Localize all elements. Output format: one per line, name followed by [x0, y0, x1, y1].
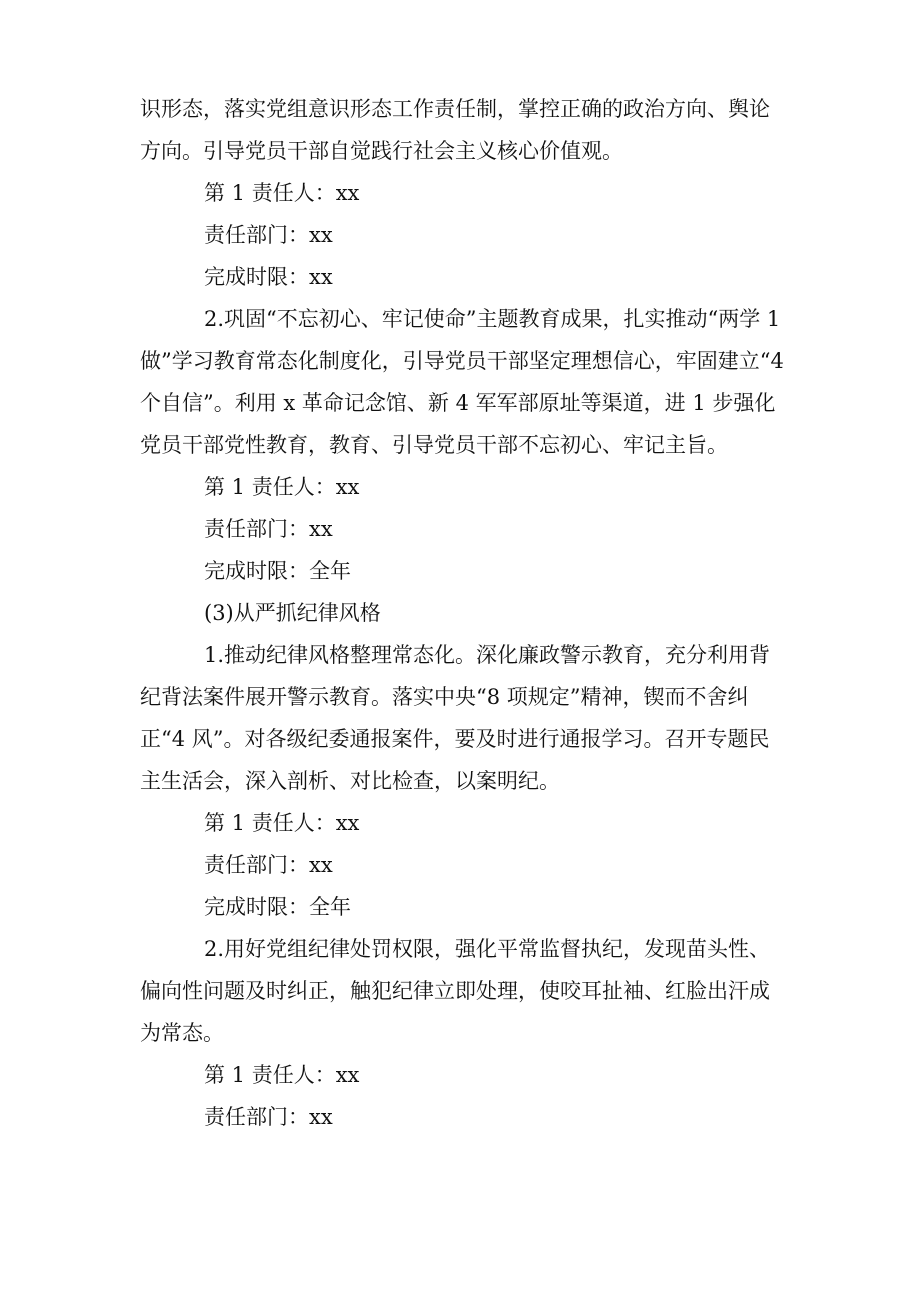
responsible-department: 责任部门：xx [204, 853, 333, 877]
paragraph-item-1: 1.推动纪律风格整理常态化。深化廉政警示教育，充分利用背纪背法案件展开警示教育。落实中央“8 项规定”精神，锲而不舍纠正“4 风”。对各级纪委通报案件，要及时进行通报学习。召开专题民主生活会，深入剖析、对比检查，以案明纪。 [140, 643, 771, 793]
responsible-person: 第 1 责任人：xx [204, 475, 360, 499]
responsible-department: 责任部门：xx [204, 517, 333, 541]
responsible-department: 责任部门：xx [204, 1105, 333, 1129]
responsible-person: 第 1 责任人：xx [204, 181, 360, 205]
paragraph-continued: 识形态，落实党组意识形态工作责任制，掌控正确的政治方向、舆论方向。引导党员干部自觉践行社会主义核心价值观。 [140, 97, 770, 163]
responsible-person: 第 1 责任人：xx [204, 811, 360, 835]
deadline: 完成时限：全年 [204, 559, 351, 583]
responsible-department: 责任部门：xx [204, 223, 333, 247]
deadline: 完成时限：全年 [204, 895, 351, 919]
section-heading: (3)从严抓纪律风格 [204, 601, 381, 625]
paragraph-item-2: 2.用好党组纪律处罚权限，强化平常监督执纪，发现苗头性、偏向性问题及时纠正，触犯纪律立即处理，使咬耳扯袖、红脸出汗成为常态。 [140, 937, 771, 1045]
paragraph-item-2: 2.巩固“不忘初心、牢记使命”主题教育成果，扎实推动“两学 1 做”学习教育常态化制度化，引导党员干部坚定理想信心，牢固建立“4 个自信”。利用 x 革命记念馆、新 4 军军部原址等渠道，进 1 步强化党员干部党性教育，教育、引导党员干部不忘初心、牢记主旨。 [140, 307, 784, 457]
deadline: 完成时限：xx [204, 265, 333, 289]
responsible-person: 第 1 责任人：xx [204, 1063, 360, 1087]
document-body [140, 88, 790, 1138]
